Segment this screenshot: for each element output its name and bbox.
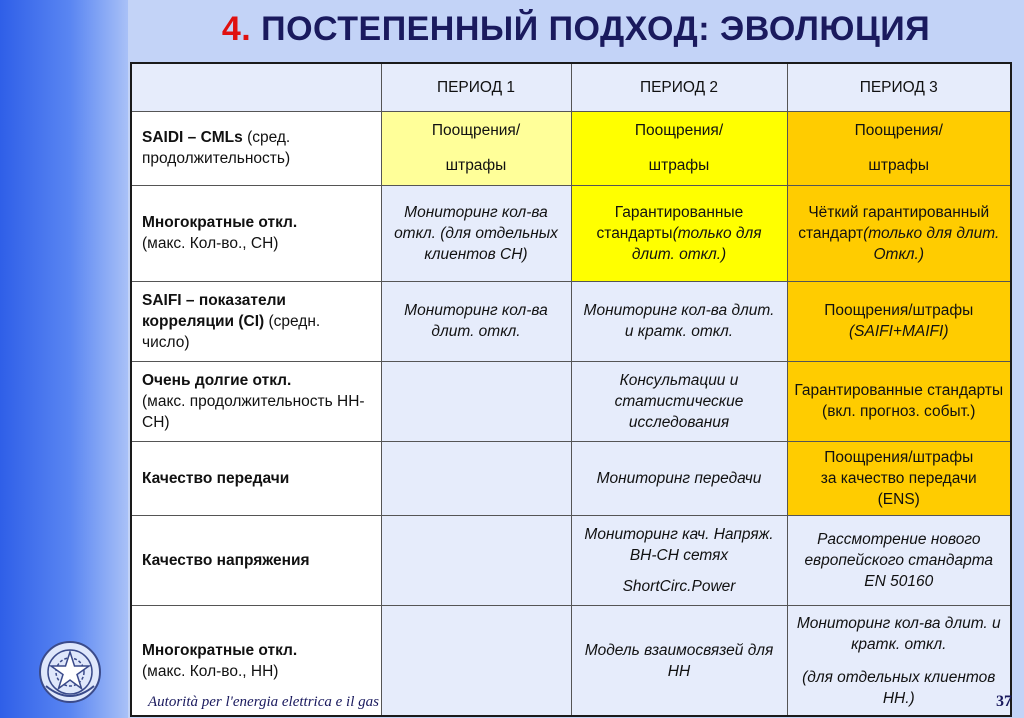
cell-period-1 xyxy=(381,516,571,606)
cell-period-1 xyxy=(381,442,571,516)
cell-period-2: Поощрения/ штрафы xyxy=(571,111,787,185)
table-row xyxy=(131,281,1011,361)
page-number: 37 xyxy=(996,693,1012,710)
table-row xyxy=(131,361,1011,441)
cell-period-3: Рассмотрение нового европейского стандарта EN 50160 xyxy=(787,516,1011,606)
cell-period-2: Мониторинг кач. Напряж. ВН-СН сетях ShortCirc.Power xyxy=(571,516,787,606)
row-label: Качество передачи xyxy=(131,442,381,516)
cell-period-3: Поощрения/ штрафы xyxy=(787,111,1011,185)
row-label: Многократные откл. (макс. Кол-во., НН) xyxy=(131,606,381,716)
table-row xyxy=(131,111,1011,185)
table-header-row xyxy=(131,63,1011,111)
cell-period-1 xyxy=(381,361,571,441)
title-text: ПОСТЕПЕННЫЙ ПОДХОД: ЭВОЛЮЦИЯ xyxy=(261,10,931,48)
title-number: 4. xyxy=(221,10,252,48)
table-row xyxy=(131,516,1011,606)
cell-period-2: Мониторинг кол-ва длит. и кратк. откл. xyxy=(571,281,787,361)
cell-period-3: Поощрения/штрафы (SAIFI+MAIFI) xyxy=(787,281,1011,361)
row-label: Многократные откл. (макс. Кол-во., СН) xyxy=(131,185,381,281)
slide-title xyxy=(128,4,1024,54)
cell-period-3: Мониторинг кол-ва длит. и кратк. откл. (для отдельных клиентов НН.) xyxy=(787,606,1011,716)
evolution-table xyxy=(130,62,1012,717)
left-gradient-band xyxy=(0,0,128,718)
cell-period-1: Поощрения/ штрафы xyxy=(381,111,571,185)
cell-period-1: Мониторинг кол-ва длит. откл. xyxy=(381,281,571,361)
row-label: SAIDI – CMLs (сред. продолжительность) xyxy=(131,111,381,185)
table-row xyxy=(131,442,1011,516)
cell-period-1: Мониторинг кол-ва откл. (для отдельных клиентов СН) xyxy=(381,185,571,281)
table-row xyxy=(131,185,1011,281)
cell-period-2: Гарантированные стандарты(только для длит. откл.) xyxy=(571,185,787,281)
header-period-3: ПЕРИОД 3 xyxy=(787,63,1011,111)
footer-organization: Autorità per l'energia elettrica e il gas xyxy=(148,694,379,710)
cell-period-2: Консультации и статистические исследования xyxy=(571,361,787,441)
header-period-2: ПЕРИОД 2 xyxy=(571,63,787,111)
cell-period-3: Поощрения/штрафы за качество передачи (ENS) xyxy=(787,442,1011,516)
cell-period-2: Мониторинг передачи xyxy=(571,442,787,516)
cell-period-2: Модель взаимосвязей для НН xyxy=(571,606,787,716)
cell-period-3: Гарантированные стандарты (вкл. прогноз. событ.) xyxy=(787,361,1011,441)
row-label: Качество напряжения xyxy=(131,516,381,606)
cell-period-3: Чёткий гарантированный стандарт(только для длит. Откл.) xyxy=(787,185,1011,281)
header-period-1: ПЕРИОД 1 xyxy=(381,63,571,111)
header-corner xyxy=(131,63,381,111)
cell-period-1 xyxy=(381,606,571,716)
italian-republic-emblem-icon xyxy=(38,640,102,704)
row-label: SAIFI – показатели корреляции (CI) (средн. число) xyxy=(131,281,381,361)
row-label: Очень долгие откл. (макс. продолжительность НН-СН) xyxy=(131,361,381,441)
